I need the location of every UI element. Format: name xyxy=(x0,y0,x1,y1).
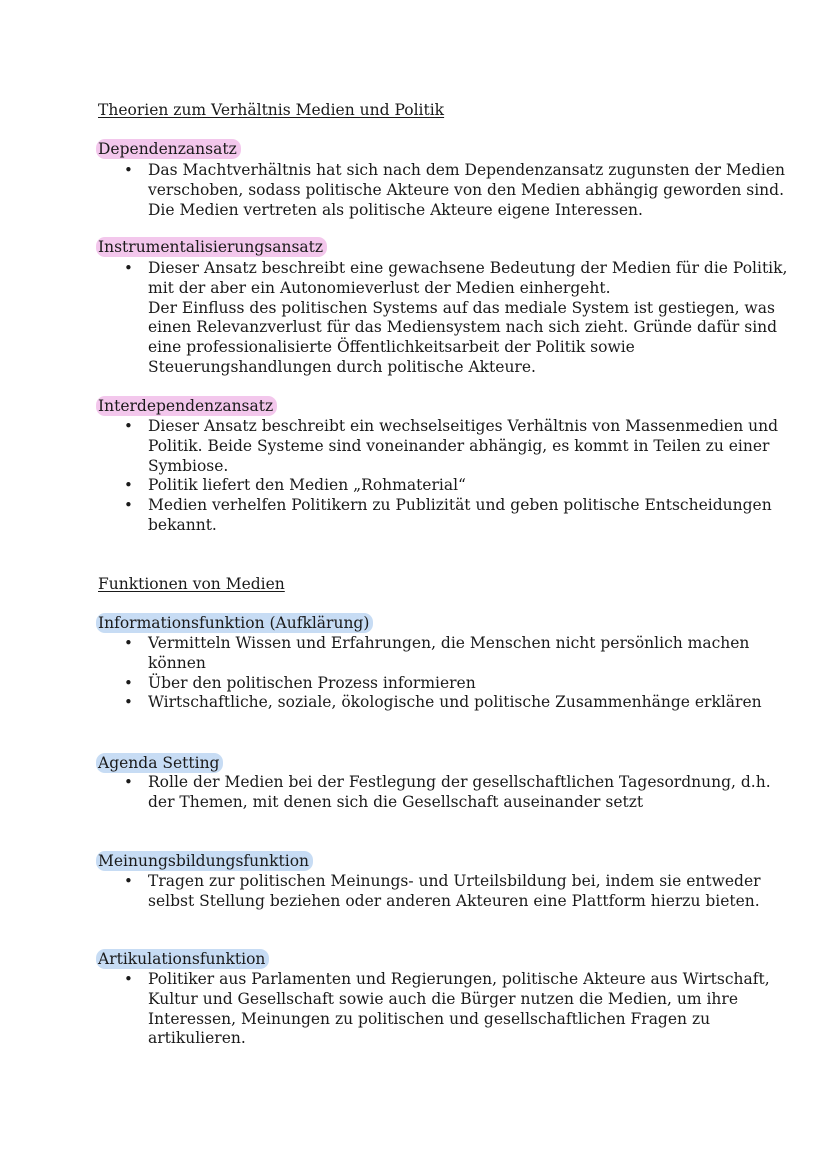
bullet-icon: • xyxy=(124,161,133,179)
list-dependenzansatz xyxy=(98,161,786,220)
section-title-funktionen: Funktionen von Medien xyxy=(98,575,285,593)
bullet-icon: • xyxy=(124,773,133,791)
list-agenda-setting xyxy=(98,773,771,813)
bullet-icon: • xyxy=(124,476,133,495)
line: artikulieren. xyxy=(148,1029,246,1048)
list-informationsfunktion xyxy=(98,634,762,713)
line: Kultur und Gesellschaft sowie auch die Bürger nutzen die Medien, um ihre xyxy=(148,989,738,1008)
heading-dependenzansatz-wrap xyxy=(98,139,738,159)
line: Symbiose. xyxy=(148,456,229,475)
bullet-icon: • xyxy=(124,417,133,435)
line: Dieser Ansatz beschreibt ein wechselseitiges Verhältnis von Massenmedien und xyxy=(148,417,778,435)
line: selbst Stellung beziehen oder anderen Akteuren eine Plattform hierzu bieten. xyxy=(148,891,760,910)
line: verschoben, sodass politische Akteure von den Medien abhängig geworden sind. xyxy=(148,180,785,199)
list-instrumentalisierungsansatz xyxy=(98,259,788,378)
line: einen Relevanzverlust für das Mediensystem nach sich zieht. Gründe dafür sind xyxy=(148,318,778,337)
line: bekannt. xyxy=(148,515,217,534)
heading-meinungsbildungsfunktion: Meinungsbildungsfunktion xyxy=(96,851,313,871)
heading-instrumentalisierungsansatz: Instrumentalisierungsansatz xyxy=(96,237,327,257)
line: Interessen, Meinungen zu politischen und gesellschaftlichen Fragen zu xyxy=(148,1009,711,1028)
list-item xyxy=(98,259,788,378)
list-meinungsbildungsfunktion xyxy=(98,872,761,912)
heading-informationsfunktion-wrap xyxy=(98,613,738,633)
heading-artikulationsfunktion: Artikulationsfunktion xyxy=(96,949,269,969)
line: Tragen zur politischen Meinungs- und Urteilsbildung bei, indem sie entweder xyxy=(148,872,761,890)
heading-informationsfunktion: Informationsfunktion (Aufklärung) xyxy=(96,613,373,633)
section-title-theorien: Theorien zum Verhältnis Medien und Politik xyxy=(98,101,445,119)
heading-agenda-setting-wrap xyxy=(98,753,738,773)
line: der Themen, mit denen sich die Gesellschaft auseinander setzt xyxy=(148,792,644,811)
bullet-icon: • xyxy=(124,496,133,515)
line: Politik. Beide Systeme sind voneinander abhängig, es kommt in Teilen zu einer xyxy=(148,436,770,455)
list-item xyxy=(98,773,771,813)
heading-dependenzansatz: Dependenzansatz xyxy=(96,139,241,159)
list-item xyxy=(98,693,762,713)
line: Vermitteln Wissen und Erfahrungen, die Menschen nicht persönlich machen xyxy=(148,634,750,652)
line: eine professionalisierte Öffentlichkeitsarbeit der Politik sowie xyxy=(148,338,635,357)
heading-interdependenzansatz-wrap xyxy=(98,396,738,416)
line: Der Einfluss des politischen Systems auf das mediale System ist gestiegen, was xyxy=(148,298,775,317)
list-item xyxy=(98,476,738,496)
list-item xyxy=(98,496,772,536)
line: Die Medien vertreten als politische Akteure eigene Interessen. xyxy=(148,200,643,219)
bullet-icon: • xyxy=(124,259,133,277)
heading-artikulationsfunktion-wrap xyxy=(98,949,738,969)
list-item xyxy=(98,674,738,694)
line: Dieser Ansatz beschreibt eine gewachsene Bedeutung der Medien für die Politik, xyxy=(148,259,788,277)
bullet-icon: • xyxy=(124,872,133,890)
line: können xyxy=(148,653,206,672)
line: Das Machtverhältnis hat sich nach dem Dependenzansatz zugunsten der Medien xyxy=(148,161,786,179)
bullet-icon: • xyxy=(124,673,133,692)
list-item xyxy=(98,872,761,912)
heading-instrumentalisierungsansatz-wrap xyxy=(98,237,738,257)
heading-agenda-setting: Agenda Setting xyxy=(96,753,223,773)
line: Steuerungshandlungen durch politische Akteure. xyxy=(148,357,536,376)
line: Rolle der Medien bei der Festlegung der gesellschaftlichen Tagesordnung, d.h. xyxy=(148,773,771,791)
line: Politiker aus Parlamenten und Regierungen, politische Akteure aus Wirtschaft, xyxy=(148,970,770,988)
line: Wirtschaftliche, soziale, ökologische und politische Zusammenhänge erklären xyxy=(148,693,762,712)
list-item xyxy=(98,161,786,220)
list-item xyxy=(98,417,778,476)
bullet-icon: • xyxy=(124,693,133,712)
line: Politik liefert den Medien „Rohmaterial“ xyxy=(148,476,466,495)
heading-interdependenzansatz: Interdependenzansatz xyxy=(96,396,277,416)
line: Über den politischen Prozess informieren xyxy=(148,673,476,692)
list-interdependenzansatz xyxy=(98,417,778,536)
line: mit der aber ein Autonomieverlust der Medien einhergeht. xyxy=(148,278,611,297)
list-item xyxy=(98,970,770,1049)
heading-meinungsbildungsfunktion-wrap xyxy=(98,851,738,871)
line: Medien verhelfen Politikern zu Publizität und geben politische Entscheidungen xyxy=(148,496,772,515)
bullet-icon: • xyxy=(124,634,133,652)
list-artikulationsfunktion xyxy=(98,970,770,1049)
bullet-icon: • xyxy=(124,970,133,988)
list-item xyxy=(98,634,750,674)
